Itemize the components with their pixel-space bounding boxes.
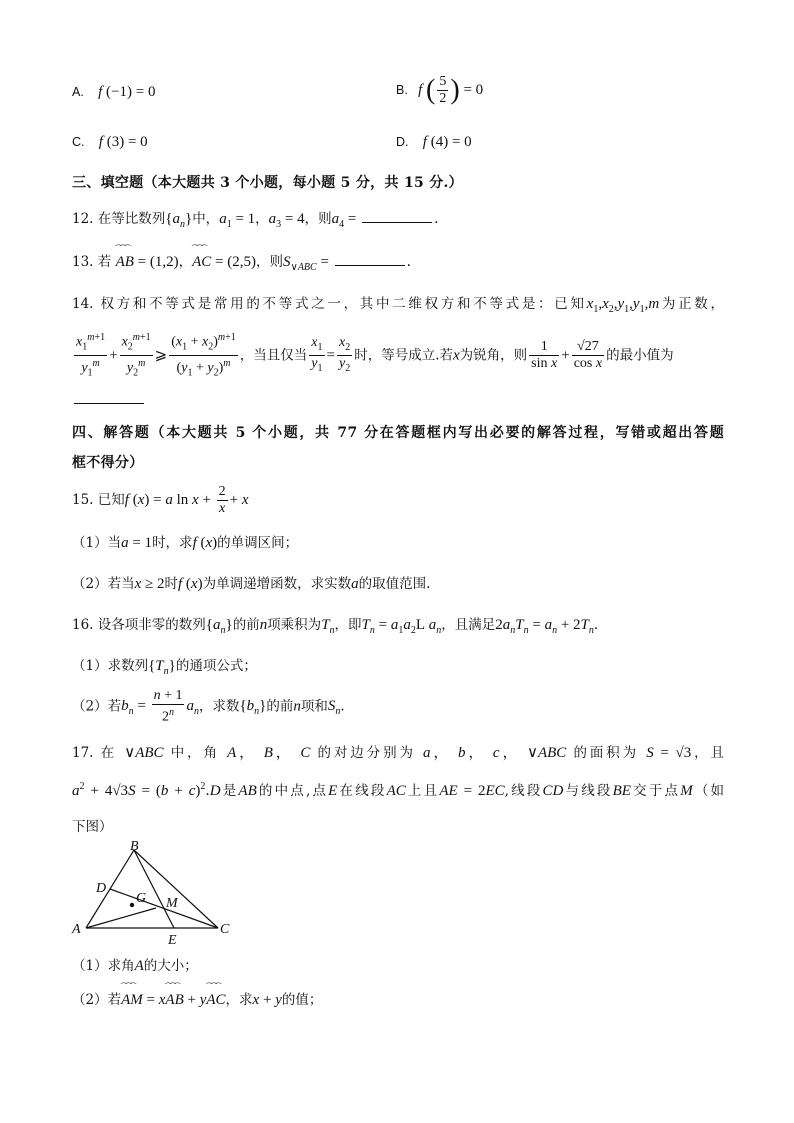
q17-l2-c: 的中点,点 [256,783,329,799]
q17-l2-i: （如 [692,783,725,799]
q15-p1-b: 时，求 [152,535,193,551]
option-d-label: D. [396,135,409,149]
q17-l1-c: 的对边分别为 [317,745,416,761]
q17-part2: （2）若⁀⁀⁀ AM = x⁀⁀⁀ AB + y⁀⁀⁀ AC，求x + y的值； [72,988,724,1009]
option-a [72,84,155,101]
q16-number: 16. [72,617,94,633]
q17-number: 17. [72,745,94,761]
q15-text: 已知 [97,492,125,508]
q16-p2-d: 项和 [300,698,328,715]
q17-l1-e: ，且 [691,745,725,761]
label-m: M [166,896,178,911]
q15-p1-a: （1）当 [72,535,122,551]
q17-l2-g: 与线段 [563,783,613,799]
q13-text: 若 [97,254,112,270]
q15-p2-d: 的取值范围. [358,576,431,592]
q12-text-c: ，则 [304,211,332,227]
question-12: 12. 在等比数列$\{a_n\}$中，$a_1 = 1$，$a_3 = 4$，则$a_4$ = . [72,211,439,230]
segment-be [134,850,174,928]
q14-answer-blank[interactable] [74,402,144,404]
label-c: C [220,922,230,937]
question-15: 15. 已知f (x) = a ln x + $\frac{2}{x}$ + x [72,484,249,516]
q12-answer-blank[interactable] [362,221,432,223]
q15-p2-b: 时 [164,576,178,592]
q15-number: 15. [72,492,94,508]
q17-l1-b: 中，角 [170,745,220,761]
section3-heading: 三、填空题（本大题共 3 个小题，每小题 5 分，共 15 分.） [72,175,463,191]
q17-p1-a: （1）求角 [72,958,135,974]
question-16: 16. 设各项非零的数列$\{a_n\}$的前n项乘积为$T_n$，即$T_n = a_1a_2L$ $a_n$，且满足$2a_nT_n = a_n + 2T_n$. [72,617,599,636]
q17-p2-b: ，求 [225,992,253,1008]
question-13: 13. 若 ⁀⁀⁀ AB = (1,2)，⁀⁀⁀ AC = (2,5)，则$S_{\vee ABC}$ = . [72,250,724,273]
option-c-label: C. [72,135,85,149]
q17-l2-b: 是 [220,783,239,799]
q16-p2-c: 的前 [266,698,294,715]
option-c [72,134,148,151]
q14-text-2b: 时，等号成立.若 [354,347,453,364]
q17-l1-d: 的面积为 [573,745,640,761]
q17-p2-c: 的值； [281,992,323,1008]
q16-p2-b: ，求数 [198,698,240,715]
q17-l2-h: 交于点 [630,783,681,799]
option-a-label: A. [72,85,84,99]
label-d: D [96,881,107,896]
option-b-expr: f ( $\frac{5}{2}$ ) = 0 [418,74,484,106]
q14-text-2c: 为锐角，则 [459,347,528,364]
option-a-expr: f (−1) = 0 [98,84,156,100]
q17-p1-b: 的大小； [143,958,198,974]
q12-number: 12. [72,211,94,227]
label-e: E [168,933,177,948]
q16-p1-a: （1）求数列 [72,658,149,674]
q13-end: . [406,254,411,270]
q12-text: 在等比数列 [97,211,166,227]
q16-text-b: 的前 [232,617,260,633]
question-14-line2: $\frac{x_1^{m+1}}{y_1^m}$ + $\frac{x_2^{m+1}}{y_2^m}$ ⩾ $\frac{(x_1 + x_2)^{m+1}}{(y_1 + y_2)^m}$ ，当且仅当 $\frac{x_1}{y_1}$ = $\frac{x_2}{y_2}$ 时，等号成立.若x为锐角，则 $\frac{1}{\text{sin x}}$ + $\frac{√27}{\text{cos x}}$ 的最小值为 [76,332,674,379]
q16-p2-end: . [340,698,345,715]
triangle-diagram [70,838,240,948]
q17-l2-f: ,线段 [504,783,543,799]
section4-heading-line2: 框不得分） [72,455,144,471]
q16-end: . [593,617,599,633]
q16-p1-b: 的通项公式； [175,658,257,674]
q16-text-e: ，且满足 [441,617,496,633]
side-bc [134,850,218,928]
option-b-label: B. [396,82,408,97]
section4-heading-line1: 四、解答题（本大题共 5 个小题，共 77 分在答题框内写出必要的解答过程，写错或超出答题 [72,425,724,441]
q14-text-2d: 的最小值为 [606,347,674,364]
q13-answer-blank[interactable] [335,264,405,266]
q15-p2-a: （2）若当 [72,576,135,592]
question-17-line1: 17. 在 ∨ABC 中，角 A， B， C 的对边分别为 a， b， c， ∨ABC 的面积为 S = √3，且 [72,745,725,761]
q14-number: 14. [72,296,94,312]
q14-text: 权方和不等式是常用的不等式之一，其中二维权方和不等式是：已知 [100,296,587,312]
question-17-line2: $a^2 + 4√3S = (b + c)^2.D$是AB的中点,点E在线段AC上且AE = 2EC,线段CD与线段BE交于点M（如 [72,781,725,799]
q12-end: . [434,211,439,227]
option-d-expr: f (4) = 0 [422,134,472,150]
q15-part1: （1）当a = 1时，求f (x)的单调区间； [72,535,299,551]
q17-part1: （1）求角A的大小； [72,958,198,974]
triangle-figure [70,838,240,948]
q16-text-c: 项乘积为 [267,617,322,633]
label-b: B [130,839,139,854]
q17-p2-a: （2）若 [72,992,122,1008]
question-14-line1: 14. 权方和不等式是常用的不等式之一，其中二维权方和不等式是：已知$x_1,x_2,y_1,y_1,m$为正数， [72,296,725,315]
option-d [396,134,472,151]
label-g: G [136,891,147,906]
q16-text-d: ，即 [334,617,362,633]
q14-text-end: 为正数， [659,296,725,312]
option-b [396,74,483,107]
q17-l1-a: 在 [100,745,118,761]
q16-part2: （2）若$b_n$ = $\frac{n + 1}{2^n}$ $a_n$，求数$\{b_n\}$的前n项和$S_n$. [72,688,345,725]
q14-text-2a: ，当且仅当 [239,347,308,364]
q17-l2-e: 上且 [405,783,440,799]
q17-l2-d: 在线段 [337,783,387,799]
label-a: A [72,922,81,937]
q15-p2-c: 为单调递增函数，求实数 [202,576,352,592]
q16-p2-a: （2）若 [72,698,122,715]
q13-text-b: ，则 [255,254,283,270]
question-17-line3: 下图） [72,819,113,835]
q12-text-b: 中， [192,211,220,227]
q13-number: 13. [72,254,94,270]
q16-part1: （1）求数列$\{T_n\}$的通项公式； [72,658,257,677]
point-g [130,903,134,907]
q15-p1-c: 的单调区间； [217,535,299,551]
q16-text-a: 设各项非零的数列 [97,617,206,633]
option-c-expr: f (3) = 0 [98,134,148,150]
q14-answer-row [72,392,724,408]
q15-part2: （2）若当x ≥ 2时f (x)为单调递增函数，求实数a的取值范围. [72,576,431,592]
q17-l2-a: . [205,783,210,799]
